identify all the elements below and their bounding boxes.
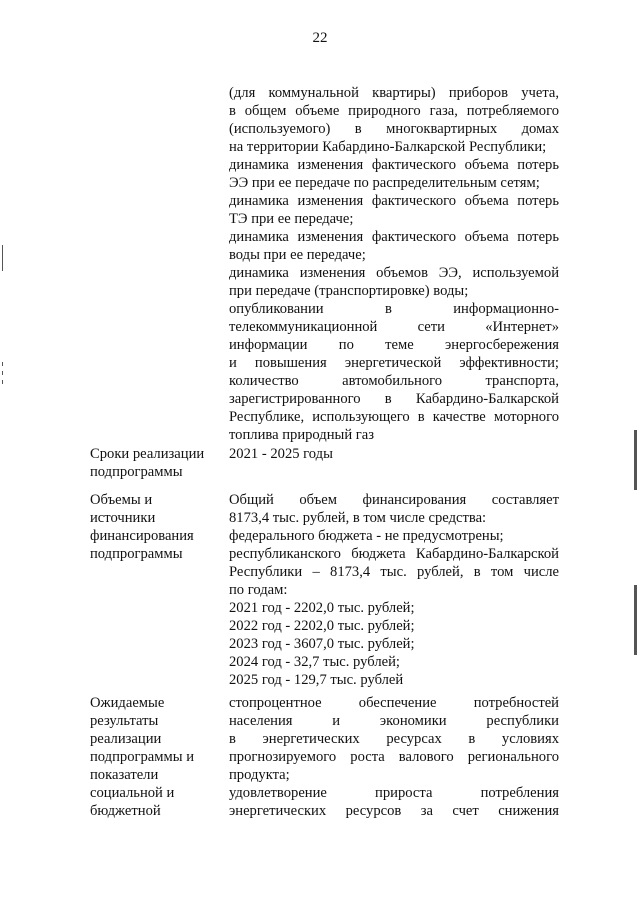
- continuation-line: (для коммунальной квартиры) приборов учета,: [229, 85, 559, 101]
- section-label-line: источники: [90, 510, 156, 526]
- scan-margin-mark: [634, 430, 637, 490]
- section-content-line: 2025 год - 129,7 тыс. рублей: [229, 672, 404, 688]
- section-label-line: подпрограммы: [90, 464, 183, 480]
- section-content-line: удовлетворение прироста потребления: [229, 785, 559, 801]
- section-label-line: социальной и: [90, 785, 175, 801]
- section-label-line: реализации: [90, 731, 162, 747]
- scan-margin-mark: [2, 362, 3, 366]
- section-label-line: финансирования: [90, 528, 194, 544]
- scan-margin-mark: [634, 585, 637, 655]
- continuation-line: телекоммуникационной сети «Интернет»: [229, 319, 559, 335]
- section-content-line: продукта;: [229, 767, 290, 783]
- continuation-line: зарегистрированного в Кабардино-Балкарской: [229, 391, 559, 407]
- section-content-line: федерального бюджета - не предусмотрены;: [229, 528, 504, 544]
- continuation-line: динамика изменения фактического объема потерь: [229, 229, 559, 245]
- continuation-line: Республике, использующего в качестве моторного: [229, 409, 559, 425]
- continuation-line: воды при ее передаче;: [229, 247, 366, 263]
- continuation-line: динамика изменения фактического объема потерь: [229, 157, 559, 173]
- section-content-line: населения и экономики республики: [229, 713, 559, 729]
- section-content-line: в энергетических ресурсах в условиях: [229, 731, 559, 747]
- continuation-line: при передаче (транспортировке) воды;: [229, 283, 469, 299]
- continuation-line: топлива природный газ: [229, 427, 375, 443]
- section-content-line: 2023 год - 3607,0 тыс. рублей;: [229, 636, 415, 652]
- section-content-line: энергетических ресурсов за счет снижения: [229, 803, 559, 819]
- section-content-line: 8173,4 тыс. рублей, в том числе средства:: [229, 510, 487, 526]
- section-label-line: Сроки реализации: [90, 446, 205, 462]
- section-label-line: бюджетной: [90, 803, 161, 819]
- scan-margin-mark: [2, 245, 3, 271]
- section-label-line: результаты: [90, 713, 159, 729]
- continuation-line: в общем объеме природного газа, потребляемого: [229, 103, 559, 119]
- section-label-line: подпрограммы и: [90, 749, 195, 765]
- continuation-line: (используемого) в многоквартирных домах: [229, 121, 559, 137]
- continuation-line: ЭЭ при ее передаче по распределительным сетям;: [229, 175, 540, 191]
- scan-margin-mark: [2, 380, 3, 384]
- section-label-line: Объемы и: [90, 492, 153, 508]
- section-content-line: республиканского бюджета Кабардино-Балкарской: [229, 546, 559, 562]
- continuation-line: информации по теме энергосбережения: [229, 337, 559, 353]
- section-label-line: показатели: [90, 767, 159, 783]
- section-content-line: 2022 год - 2202,0 тыс. рублей;: [229, 618, 415, 634]
- continuation-line: ТЭ при ее передаче;: [229, 211, 354, 227]
- continuation-line: количество автомобильного транспорта,: [229, 373, 559, 389]
- section-content-line: по годам:: [229, 582, 288, 598]
- section-label-line: подпрограммы: [90, 546, 183, 562]
- section-label-line: Ожидаемые: [90, 695, 165, 711]
- section-content-line: Республики – 8173,4 тыс. рублей, в том числе: [229, 564, 559, 580]
- section-content-line: 2021 - 2025 годы: [229, 446, 333, 462]
- section-content-line: 2024 год - 32,7 тыс. рублей;: [229, 654, 400, 670]
- page-number: 22: [312, 30, 328, 46]
- continuation-line: динамика изменения объемов ЭЭ, используемой: [229, 265, 559, 281]
- section-content-line: 2021 год - 2202,0 тыс. рублей;: [229, 600, 415, 616]
- section-content-line: Общий объем финансирования составляет: [229, 492, 559, 508]
- continuation-line: на территории Кабардино-Балкарской Республики;: [229, 139, 547, 155]
- section-content-line: стопроцентное обеспечение потребностей: [229, 695, 559, 711]
- section-content-line: прогнозируемого роста валового регионального: [229, 749, 559, 765]
- scan-margin-mark: [2, 371, 3, 375]
- continuation-line: опубликовании в информационно-: [229, 301, 559, 317]
- continuation-line: динамика изменения фактического объема потерь: [229, 193, 559, 209]
- continuation-line: и повышения энергетической эффективности;: [229, 355, 559, 371]
